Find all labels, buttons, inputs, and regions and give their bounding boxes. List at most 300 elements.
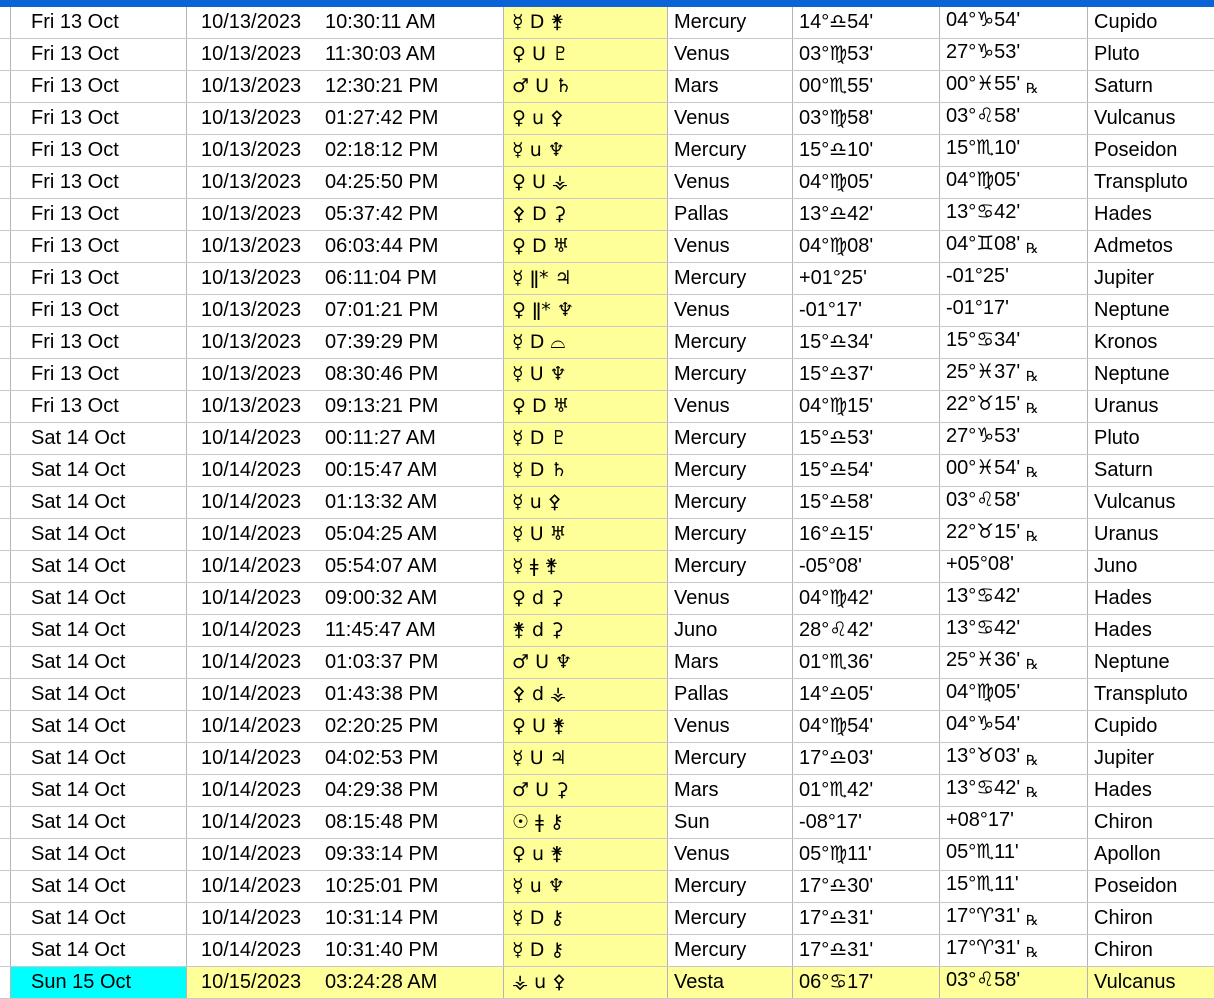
planet2-cell: Cupido (1088, 711, 1214, 743)
aspect-cell: ☿ D ♇ (504, 423, 668, 455)
planet1-cell: Mercury (668, 871, 793, 903)
table-row[interactable] (0, 807, 1214, 839)
position2-value: 13°♋42' (946, 585, 1020, 607)
planet2-cell: Pluto (1088, 39, 1214, 71)
date-value: 10/14/2023 (201, 489, 325, 516)
time-value: 08:30:46 PM (325, 361, 438, 388)
position2-cell (940, 423, 1088, 455)
day-cell: Sat 14 Oct (11, 839, 187, 871)
planet2-cell: Apollon (1088, 839, 1214, 871)
table-row[interactable] (0, 967, 1214, 999)
date-value: 10/14/2023 (201, 457, 325, 484)
aspect-cell: ☿ U ♃ (504, 743, 668, 775)
planet1-cell: Vesta (668, 967, 793, 999)
planet2-cell: Uranus (1088, 519, 1214, 551)
table-row[interactable] (0, 487, 1214, 519)
day-cell: Sat 14 Oct (11, 743, 187, 775)
position1-cell: 17°♎30' (793, 871, 940, 903)
retrograde-marker: ℞ (1026, 528, 1039, 544)
date-value: 10/14/2023 (201, 585, 325, 612)
planet2-cell: Chiron (1088, 903, 1214, 935)
position1-cell: -05°08' (793, 551, 940, 583)
retrograde-marker: ℞ (1026, 912, 1039, 928)
table-row[interactable] (0, 903, 1214, 935)
planet2-cell: Hades (1088, 615, 1214, 647)
date-value: 10/13/2023 (201, 41, 325, 68)
position2-cell (940, 231, 1088, 263)
planet1-cell: Venus (668, 391, 793, 423)
position1-cell: 15°♎58' (793, 487, 940, 519)
aspect-cell: ☿ U ♅ (504, 519, 668, 551)
date-value: 10/15/2023 (201, 969, 325, 996)
planet2-cell: Saturn (1088, 455, 1214, 487)
date-value: 10/13/2023 (201, 201, 325, 228)
date-value: 10/13/2023 (201, 9, 325, 36)
planet1-cell: Venus (668, 39, 793, 71)
aspect-cell: ⚵ d ⚳ (504, 615, 668, 647)
position1-cell: 01°♏42' (793, 775, 940, 807)
position2-value: 13°♋42' (946, 617, 1020, 639)
date-value: 10/14/2023 (201, 905, 325, 932)
datetime-cell (187, 231, 504, 263)
planet1-cell: Mars (668, 647, 793, 679)
date-value: 10/14/2023 (201, 873, 325, 900)
position2-value: 05°♏11' (946, 841, 1019, 863)
table-body (0, 7, 1214, 999)
row-indicator-cell (0, 135, 11, 167)
planet1-cell: Juno (668, 615, 793, 647)
table-row[interactable] (0, 775, 1214, 807)
position2-value: 17°♈31' (946, 937, 1020, 959)
table-row[interactable] (0, 263, 1214, 295)
time-value: 02:18:12 PM (325, 137, 438, 164)
planet1-cell: Mercury (668, 903, 793, 935)
position2-cell (940, 135, 1088, 167)
time-value: 05:04:25 AM (325, 521, 437, 548)
planet2-cell: Hades (1088, 775, 1214, 807)
row-indicator-cell (0, 103, 11, 135)
day-cell: Sun 15 Oct (11, 967, 187, 999)
row-indicator-cell (0, 839, 11, 871)
row-indicator-cell (0, 743, 11, 775)
position2-value: 15°♏10' (946, 137, 1020, 159)
row-indicator-cell (0, 711, 11, 743)
time-value: 01:13:32 AM (325, 489, 437, 516)
position1-cell: 04°♍42' (793, 583, 940, 615)
position1-cell: 14°♎05' (793, 679, 940, 711)
day-cell: Fri 13 Oct (11, 391, 187, 423)
position1-cell: 17°♎03' (793, 743, 940, 775)
position2-value: +08°17' (946, 809, 1014, 831)
row-indicator-cell (0, 455, 11, 487)
table-row[interactable] (0, 199, 1214, 231)
row-indicator-cell (0, 39, 11, 71)
planet1-cell: Mercury (668, 135, 793, 167)
datetime-cell (187, 551, 504, 583)
datetime-cell (187, 327, 504, 359)
planet1-cell: Mars (668, 775, 793, 807)
table-row[interactable] (0, 391, 1214, 423)
time-value: 11:45:47 AM (325, 617, 436, 644)
planet1-cell: Venus (668, 103, 793, 135)
table-row[interactable] (0, 647, 1214, 679)
planet2-cell: Admetos (1088, 231, 1214, 263)
position2-cell (940, 519, 1088, 551)
datetime-cell (187, 967, 504, 999)
aspect-cell: ⚴ d ⚶ (504, 679, 668, 711)
aspect-cell: ♀ U ⚵ (504, 711, 668, 743)
position2-value: 13°♋42' (946, 201, 1020, 223)
date-value: 10/14/2023 (201, 937, 325, 964)
position1-cell: 03°♍58' (793, 103, 940, 135)
row-indicator-cell (0, 263, 11, 295)
datetime-cell (187, 7, 504, 39)
time-value: 09:13:21 PM (325, 393, 438, 420)
datetime-cell (187, 711, 504, 743)
datetime-cell (187, 199, 504, 231)
position2-value: -01°25' (946, 265, 1009, 287)
datetime-cell (187, 647, 504, 679)
datetime-cell (187, 263, 504, 295)
position1-cell: -01°17' (793, 295, 940, 327)
row-indicator-cell (0, 807, 11, 839)
position2-value: 22°♉15' (946, 393, 1020, 415)
time-value: 01:43:38 PM (325, 681, 438, 708)
retrograde-marker: ℞ (1026, 80, 1039, 96)
planet1-cell: Mercury (668, 743, 793, 775)
planet2-cell: Poseidon (1088, 135, 1214, 167)
aspect-cell: ♀ ǁ* ♆ (504, 295, 668, 327)
table-row[interactable] (0, 423, 1214, 455)
planet1-cell: Mercury (668, 551, 793, 583)
time-value: 07:39:29 PM (325, 329, 438, 356)
planet2-cell: Kronos (1088, 327, 1214, 359)
planet2-cell: Vulcanus (1088, 103, 1214, 135)
row-indicator-cell (0, 615, 11, 647)
date-value: 10/13/2023 (201, 297, 325, 324)
aspect-cell: ⚶ u ⚴ (504, 967, 668, 999)
row-indicator-cell (0, 423, 11, 455)
table-row[interactable] (0, 711, 1214, 743)
date-value: 10/14/2023 (201, 809, 325, 836)
table-row[interactable] (0, 551, 1214, 583)
time-value: 04:29:38 PM (325, 777, 438, 804)
position2-value: 15°♋34' (946, 329, 1020, 351)
position2-value: 25°♓37' (946, 361, 1020, 383)
time-value: 09:33:14 PM (325, 841, 438, 868)
planet1-cell: Pallas (668, 679, 793, 711)
planet2-cell: Vulcanus (1088, 487, 1214, 519)
datetime-cell (187, 615, 504, 647)
row-indicator-cell (0, 391, 11, 423)
row-indicator-cell (0, 647, 11, 679)
table-row[interactable] (0, 135, 1214, 167)
planet2-cell: Pluto (1088, 423, 1214, 455)
time-value: 00:15:47 AM (325, 457, 437, 484)
planet2-cell: Chiron (1088, 935, 1214, 967)
date-value: 10/14/2023 (201, 777, 325, 804)
table-row[interactable] (0, 455, 1214, 487)
table-row[interactable] (0, 327, 1214, 359)
day-cell: Sat 14 Oct (11, 903, 187, 935)
planet2-cell: Chiron (1088, 807, 1214, 839)
position2-value: 27°♑53' (946, 425, 1020, 447)
row-indicator-cell (0, 679, 11, 711)
day-cell: Fri 13 Oct (11, 199, 187, 231)
position1-cell: 03°♍53' (793, 39, 940, 71)
day-cell: Fri 13 Oct (11, 327, 187, 359)
time-value: 08:15:48 PM (325, 809, 438, 836)
table-row[interactable] (0, 7, 1214, 39)
position2-cell (940, 711, 1088, 743)
position1-cell: 15°♎10' (793, 135, 940, 167)
row-indicator-cell (0, 487, 11, 519)
date-value: 10/14/2023 (201, 617, 325, 644)
position2-cell (940, 871, 1088, 903)
row-indicator-cell (0, 327, 11, 359)
table-row[interactable] (0, 103, 1214, 135)
aspect-cell: ⚴ D ⚳ (504, 199, 668, 231)
retrograde-marker: ℞ (1026, 464, 1039, 480)
planet1-cell: Mercury (668, 7, 793, 39)
table-row[interactable] (0, 231, 1214, 263)
table-row[interactable] (0, 679, 1214, 711)
planet2-cell: Neptune (1088, 295, 1214, 327)
position2-cell (940, 327, 1088, 359)
position2-value: 22°♉15' (946, 521, 1020, 543)
table-row[interactable] (0, 167, 1214, 199)
datetime-cell (187, 39, 504, 71)
table-row[interactable] (0, 583, 1214, 615)
position2-value: 04°♑54' (946, 9, 1020, 31)
day-cell: Fri 13 Oct (11, 231, 187, 263)
aspect-cell: ☿ ǁ* ♃ (504, 263, 668, 295)
position2-value: 04°♑54' (946, 713, 1020, 735)
planet1-cell: Mercury (668, 935, 793, 967)
position2-cell (940, 551, 1088, 583)
time-value: 09:00:32 AM (325, 585, 437, 612)
position2-cell (940, 583, 1088, 615)
day-cell: Fri 13 Oct (11, 39, 187, 71)
datetime-cell (187, 935, 504, 967)
position2-value: 00°♓54' (946, 457, 1020, 479)
planet2-cell: Juno (1088, 551, 1214, 583)
time-value: 10:31:14 PM (325, 905, 438, 932)
position1-cell: 15°♎34' (793, 327, 940, 359)
row-indicator-cell (0, 167, 11, 199)
day-cell: Sat 14 Oct (11, 871, 187, 903)
row-indicator-cell (0, 295, 11, 327)
time-value: 01:27:42 PM (325, 105, 438, 132)
position1-cell: 15°♎54' (793, 455, 940, 487)
position2-cell (940, 679, 1088, 711)
retrograde-marker: ℞ (1026, 368, 1039, 384)
aspect-cell: ☿ u ♆ (504, 135, 668, 167)
position2-cell (940, 487, 1088, 519)
planet2-cell: Uranus (1088, 391, 1214, 423)
position1-cell: -08°17' (793, 807, 940, 839)
position1-cell: 13°♎42' (793, 199, 940, 231)
retrograde-marker: ℞ (1026, 400, 1039, 416)
time-value: 01:03:37 PM (325, 649, 438, 676)
datetime-cell (187, 135, 504, 167)
position2-cell (940, 647, 1088, 679)
time-value: 05:37:42 PM (325, 201, 438, 228)
aspect-cell: ♀ D ♅ (504, 391, 668, 423)
date-value: 10/13/2023 (201, 329, 325, 356)
day-cell: Sat 14 Oct (11, 679, 187, 711)
table-row[interactable] (0, 71, 1214, 103)
datetime-cell (187, 519, 504, 551)
table-row[interactable] (0, 871, 1214, 903)
position2-value: 00°♓55' (946, 73, 1020, 95)
planet2-cell: Cupido (1088, 7, 1214, 39)
planet2-cell: Jupiter (1088, 263, 1214, 295)
time-value: 11:30:03 AM (325, 41, 436, 68)
datetime-cell (187, 775, 504, 807)
planet1-cell: Pallas (668, 199, 793, 231)
table-row[interactable] (0, 519, 1214, 551)
position2-cell (940, 7, 1088, 39)
position1-cell: 16°♎15' (793, 519, 940, 551)
time-value: 00:11:27 AM (325, 425, 436, 452)
day-cell: Fri 13 Oct (11, 295, 187, 327)
row-indicator-cell (0, 519, 11, 551)
planet1-cell: Venus (668, 839, 793, 871)
aspect-cell: ☿ D ⚷ (504, 935, 668, 967)
position2-cell (940, 807, 1088, 839)
table-row[interactable] (0, 39, 1214, 71)
time-value: 10:25:01 PM (325, 873, 438, 900)
date-value: 10/14/2023 (201, 681, 325, 708)
time-value: 10:31:40 PM (325, 937, 438, 964)
table-row[interactable] (0, 295, 1214, 327)
day-cell: Sat 14 Oct (11, 807, 187, 839)
aspect-cell: ♀ U ♇ (504, 39, 668, 71)
row-indicator-cell (0, 551, 11, 583)
table-row[interactable] (0, 743, 1214, 775)
position2-value: 13°♋42' (946, 777, 1020, 799)
planet1-cell: Mercury (668, 455, 793, 487)
retrograde-marker: ℞ (1026, 944, 1039, 960)
retrograde-marker: ℞ (1026, 752, 1039, 768)
planet2-cell: Transpluto (1088, 679, 1214, 711)
position1-cell: 04°♍15' (793, 391, 940, 423)
date-value: 10/13/2023 (201, 105, 325, 132)
day-cell: Fri 13 Oct (11, 135, 187, 167)
planet1-cell: Venus (668, 231, 793, 263)
position1-cell: 06°♋17' (793, 967, 940, 999)
day-cell: Sat 14 Oct (11, 583, 187, 615)
time-value: 04:02:53 PM (325, 745, 438, 772)
position2-cell (940, 935, 1088, 967)
day-cell: Sat 14 Oct (11, 455, 187, 487)
datetime-cell (187, 391, 504, 423)
day-cell: Sat 14 Oct (11, 775, 187, 807)
aspect-cell: ♀ d ⚳ (504, 583, 668, 615)
date-value: 10/13/2023 (201, 265, 325, 292)
datetime-cell (187, 359, 504, 391)
datetime-cell (187, 583, 504, 615)
date-value: 10/13/2023 (201, 393, 325, 420)
aspect-cell: ♀ U ⚶ (504, 167, 668, 199)
position2-cell (940, 615, 1088, 647)
time-value: 06:03:44 PM (325, 233, 438, 260)
position2-value: 03°♌58' (946, 969, 1020, 991)
position2-cell (940, 455, 1088, 487)
row-indicator-cell (0, 199, 11, 231)
planet1-cell: Mercury (668, 359, 793, 391)
position2-cell (940, 391, 1088, 423)
planet1-cell: Mars (668, 71, 793, 103)
position1-cell: 04°♍54' (793, 711, 940, 743)
planet2-cell: Vulcanus (1088, 967, 1214, 999)
position2-cell (940, 359, 1088, 391)
row-indicator-cell (0, 871, 11, 903)
day-cell: Sat 14 Oct (11, 487, 187, 519)
date-value: 10/13/2023 (201, 361, 325, 388)
position1-cell: 04°♍08' (793, 231, 940, 263)
date-value: 10/13/2023 (201, 73, 325, 100)
position1-cell: 01°♏36' (793, 647, 940, 679)
datetime-cell (187, 455, 504, 487)
datetime-cell (187, 167, 504, 199)
table-row[interactable] (0, 615, 1214, 647)
position2-value: 17°♈31' (946, 905, 1020, 927)
aspect-cell: ☿ ǂ ⚵ (504, 551, 668, 583)
position2-cell (940, 103, 1088, 135)
position1-cell: 17°♎31' (793, 903, 940, 935)
aspect-cell: ☿ U ♆ (504, 359, 668, 391)
aspect-cell: ☉ ǂ ⚷ (504, 807, 668, 839)
planet1-cell: Mercury (668, 519, 793, 551)
retrograde-marker: ℞ (1026, 656, 1039, 672)
date-value: 10/14/2023 (201, 745, 325, 772)
day-cell: Fri 13 Oct (11, 103, 187, 135)
table-row[interactable] (0, 839, 1214, 871)
position2-cell (940, 967, 1088, 999)
date-value: 10/14/2023 (201, 553, 325, 580)
aspect-cell: ♀ D ♅ (504, 231, 668, 263)
datetime-cell (187, 487, 504, 519)
position2-value: 03°♌58' (946, 105, 1020, 127)
datetime-cell (187, 743, 504, 775)
position2-cell (940, 199, 1088, 231)
day-cell: Fri 13 Oct (11, 7, 187, 39)
planet1-cell: Venus (668, 295, 793, 327)
planet2-cell: Poseidon (1088, 871, 1214, 903)
position2-cell (940, 263, 1088, 295)
day-cell: Fri 13 Oct (11, 71, 187, 103)
day-cell: Sat 14 Oct (11, 647, 187, 679)
position2-cell (940, 839, 1088, 871)
date-value: 10/13/2023 (201, 169, 325, 196)
planet1-cell: Venus (668, 167, 793, 199)
aspect-cell: ♀ u ⚵ (504, 839, 668, 871)
row-indicator-cell (0, 903, 11, 935)
position2-value: -01°17' (946, 297, 1009, 319)
table-row[interactable] (0, 935, 1214, 967)
position2-value: 15°♏11' (946, 873, 1019, 895)
row-indicator-cell (0, 231, 11, 263)
position1-cell: +01°25' (793, 263, 940, 295)
retrograde-marker: ℞ (1026, 784, 1039, 800)
aspect-cell: ♂ U ⚳ (504, 775, 668, 807)
position2-cell (940, 775, 1088, 807)
position2-value: +05°08' (946, 553, 1014, 575)
table-row[interactable] (0, 359, 1214, 391)
date-value: 10/13/2023 (201, 137, 325, 164)
